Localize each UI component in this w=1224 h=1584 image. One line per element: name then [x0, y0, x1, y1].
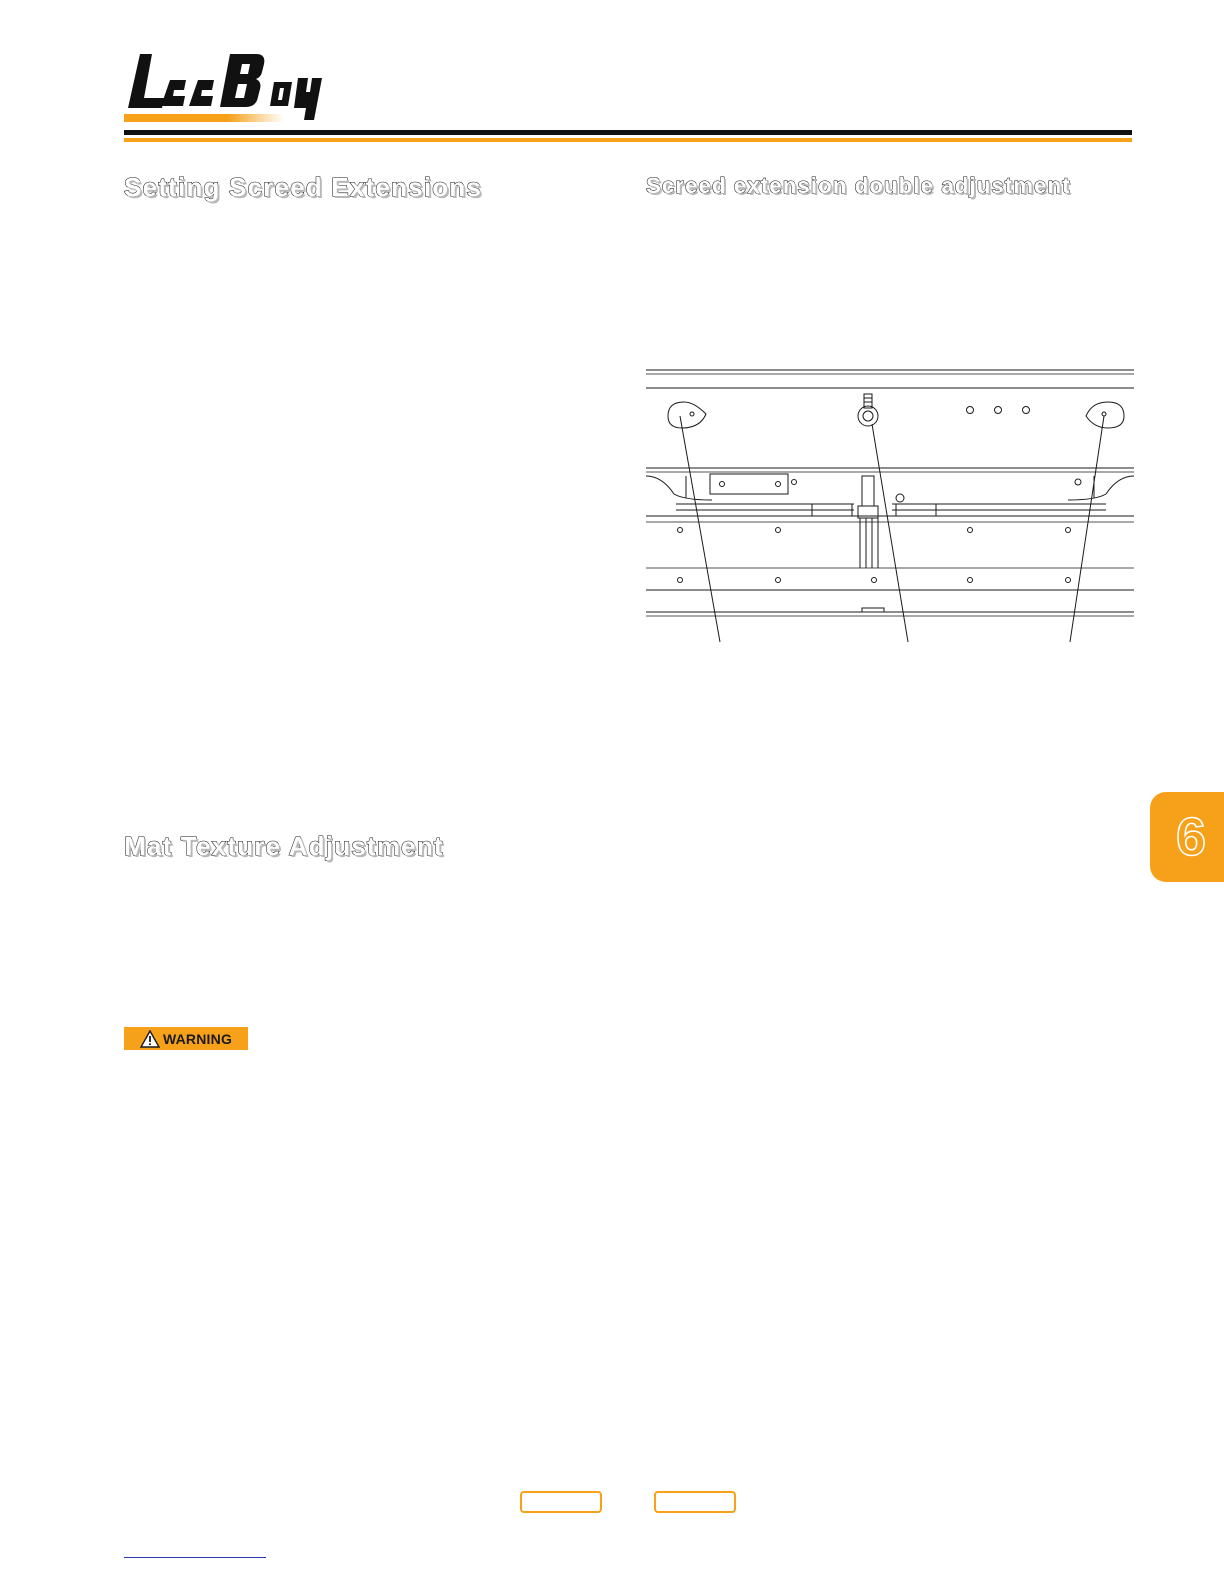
header-rule-orange	[124, 138, 1132, 142]
callout-leaders	[680, 416, 1104, 642]
section-heading-double-adjustment: Screed extension double adjustment	[646, 173, 1071, 198]
prev-page-button[interactable]	[520, 1491, 602, 1513]
left-adjust-boss	[668, 402, 706, 428]
section-heading-screed-extensions: Setting Screed Extensions	[124, 172, 482, 202]
footer-link[interactable]	[124, 1557, 266, 1558]
center-adjust-screw	[858, 394, 878, 426]
section-heading-mat-texture: Mat Texture Adjustment	[124, 831, 444, 861]
right-adjust-boss	[1086, 402, 1124, 428]
warning-label: WARNING	[162, 1030, 233, 1047]
leeboy-logo	[122, 48, 328, 126]
chapter-number: 6	[1175, 807, 1207, 867]
header-rule-black	[124, 130, 1132, 135]
warning-badge	[124, 1027, 248, 1050]
chapter-tab[interactable]	[1150, 792, 1224, 882]
screed-extension-figure	[646, 364, 1134, 642]
warning-triangle-icon	[140, 1030, 160, 1048]
next-page-button[interactable]	[654, 1491, 736, 1513]
